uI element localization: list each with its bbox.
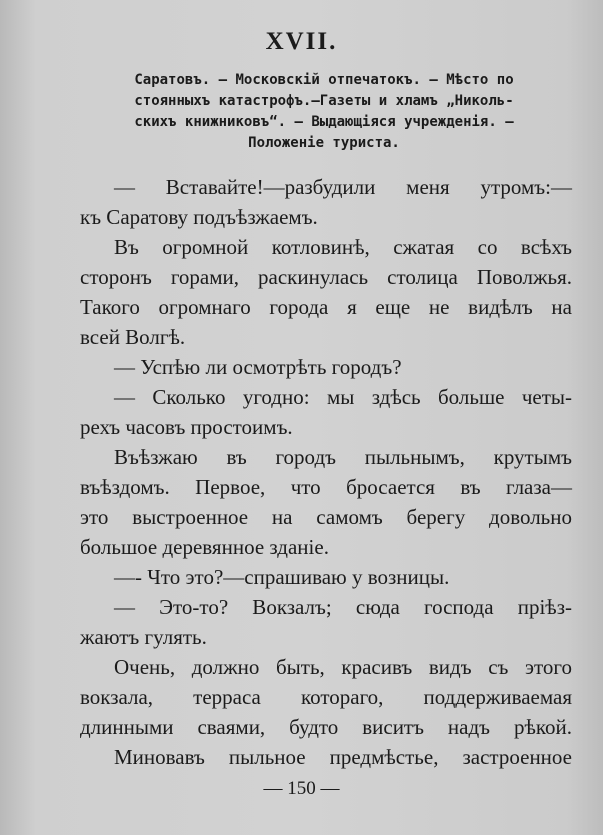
summary-line: Положеніе туриста. (248, 135, 400, 151)
text-line: сторонъ горами, раскинулась столица Поволжья. (80, 265, 572, 289)
body-text (80, 172, 572, 772)
text-line: Въѣзжаю въ городъ пыльнымъ, крутымъ (114, 445, 572, 469)
text-line: —- Что это?—спрашиваю у возницы. (114, 565, 450, 589)
text-line: — Сколько угодно: мы здѣсь больше четы- (114, 385, 572, 409)
text-line: Такого огромнаго города я еще не видѣлъ на (80, 295, 572, 319)
page-number: — 150 — (263, 778, 340, 799)
text-line: вокзала, терраса котораго, поддерживаемая (80, 685, 572, 709)
text-line: рехъ часовъ простоимъ. (80, 415, 293, 439)
summary-line: стоянныхъ катастрофъ.—Газеты и хламъ „Николь- (134, 93, 514, 109)
text-line: большое деревянное зданіе. (80, 535, 329, 559)
text-line: — Вставайте!—разбудили меня утромъ:— (114, 175, 572, 199)
text-line: Миновавъ пыльное предмѣстье, застроенное (114, 745, 572, 769)
text-line: длинными сваями, будто виситъ надъ рѣкой. (80, 715, 572, 739)
chapter-heading: XVII. (265, 28, 338, 55)
chapter-summary (80, 70, 568, 154)
text-line: — Это-то? Вокзалъ; сюда господа пріѣз- (114, 595, 572, 619)
summary-line: Саратовъ. — Московскій отпечатокъ. — Мѣсто по (134, 72, 514, 88)
text-line: это выстроенное на самомъ берегу довольно (80, 505, 572, 529)
text-line: Очень, должно быть, красивъ видъ съ этого (114, 655, 572, 679)
text-line: къ Саратову подъѣзжаемъ. (80, 205, 318, 229)
text-line: всей Волгѣ. (80, 325, 186, 349)
text-line: Въ огромной котловинѣ, сжатая со всѣхъ (114, 235, 572, 259)
text-line: — Успѣю ли осмотрѣть городъ? (114, 355, 402, 379)
text-line: въѣздомъ. Первое, что бросается въ глаза— (80, 475, 572, 499)
text-line: жаютъ гулять. (80, 625, 207, 649)
summary-line: скихъ книжниковъ“. — Выдающіяся учрежденія. — (134, 114, 514, 130)
